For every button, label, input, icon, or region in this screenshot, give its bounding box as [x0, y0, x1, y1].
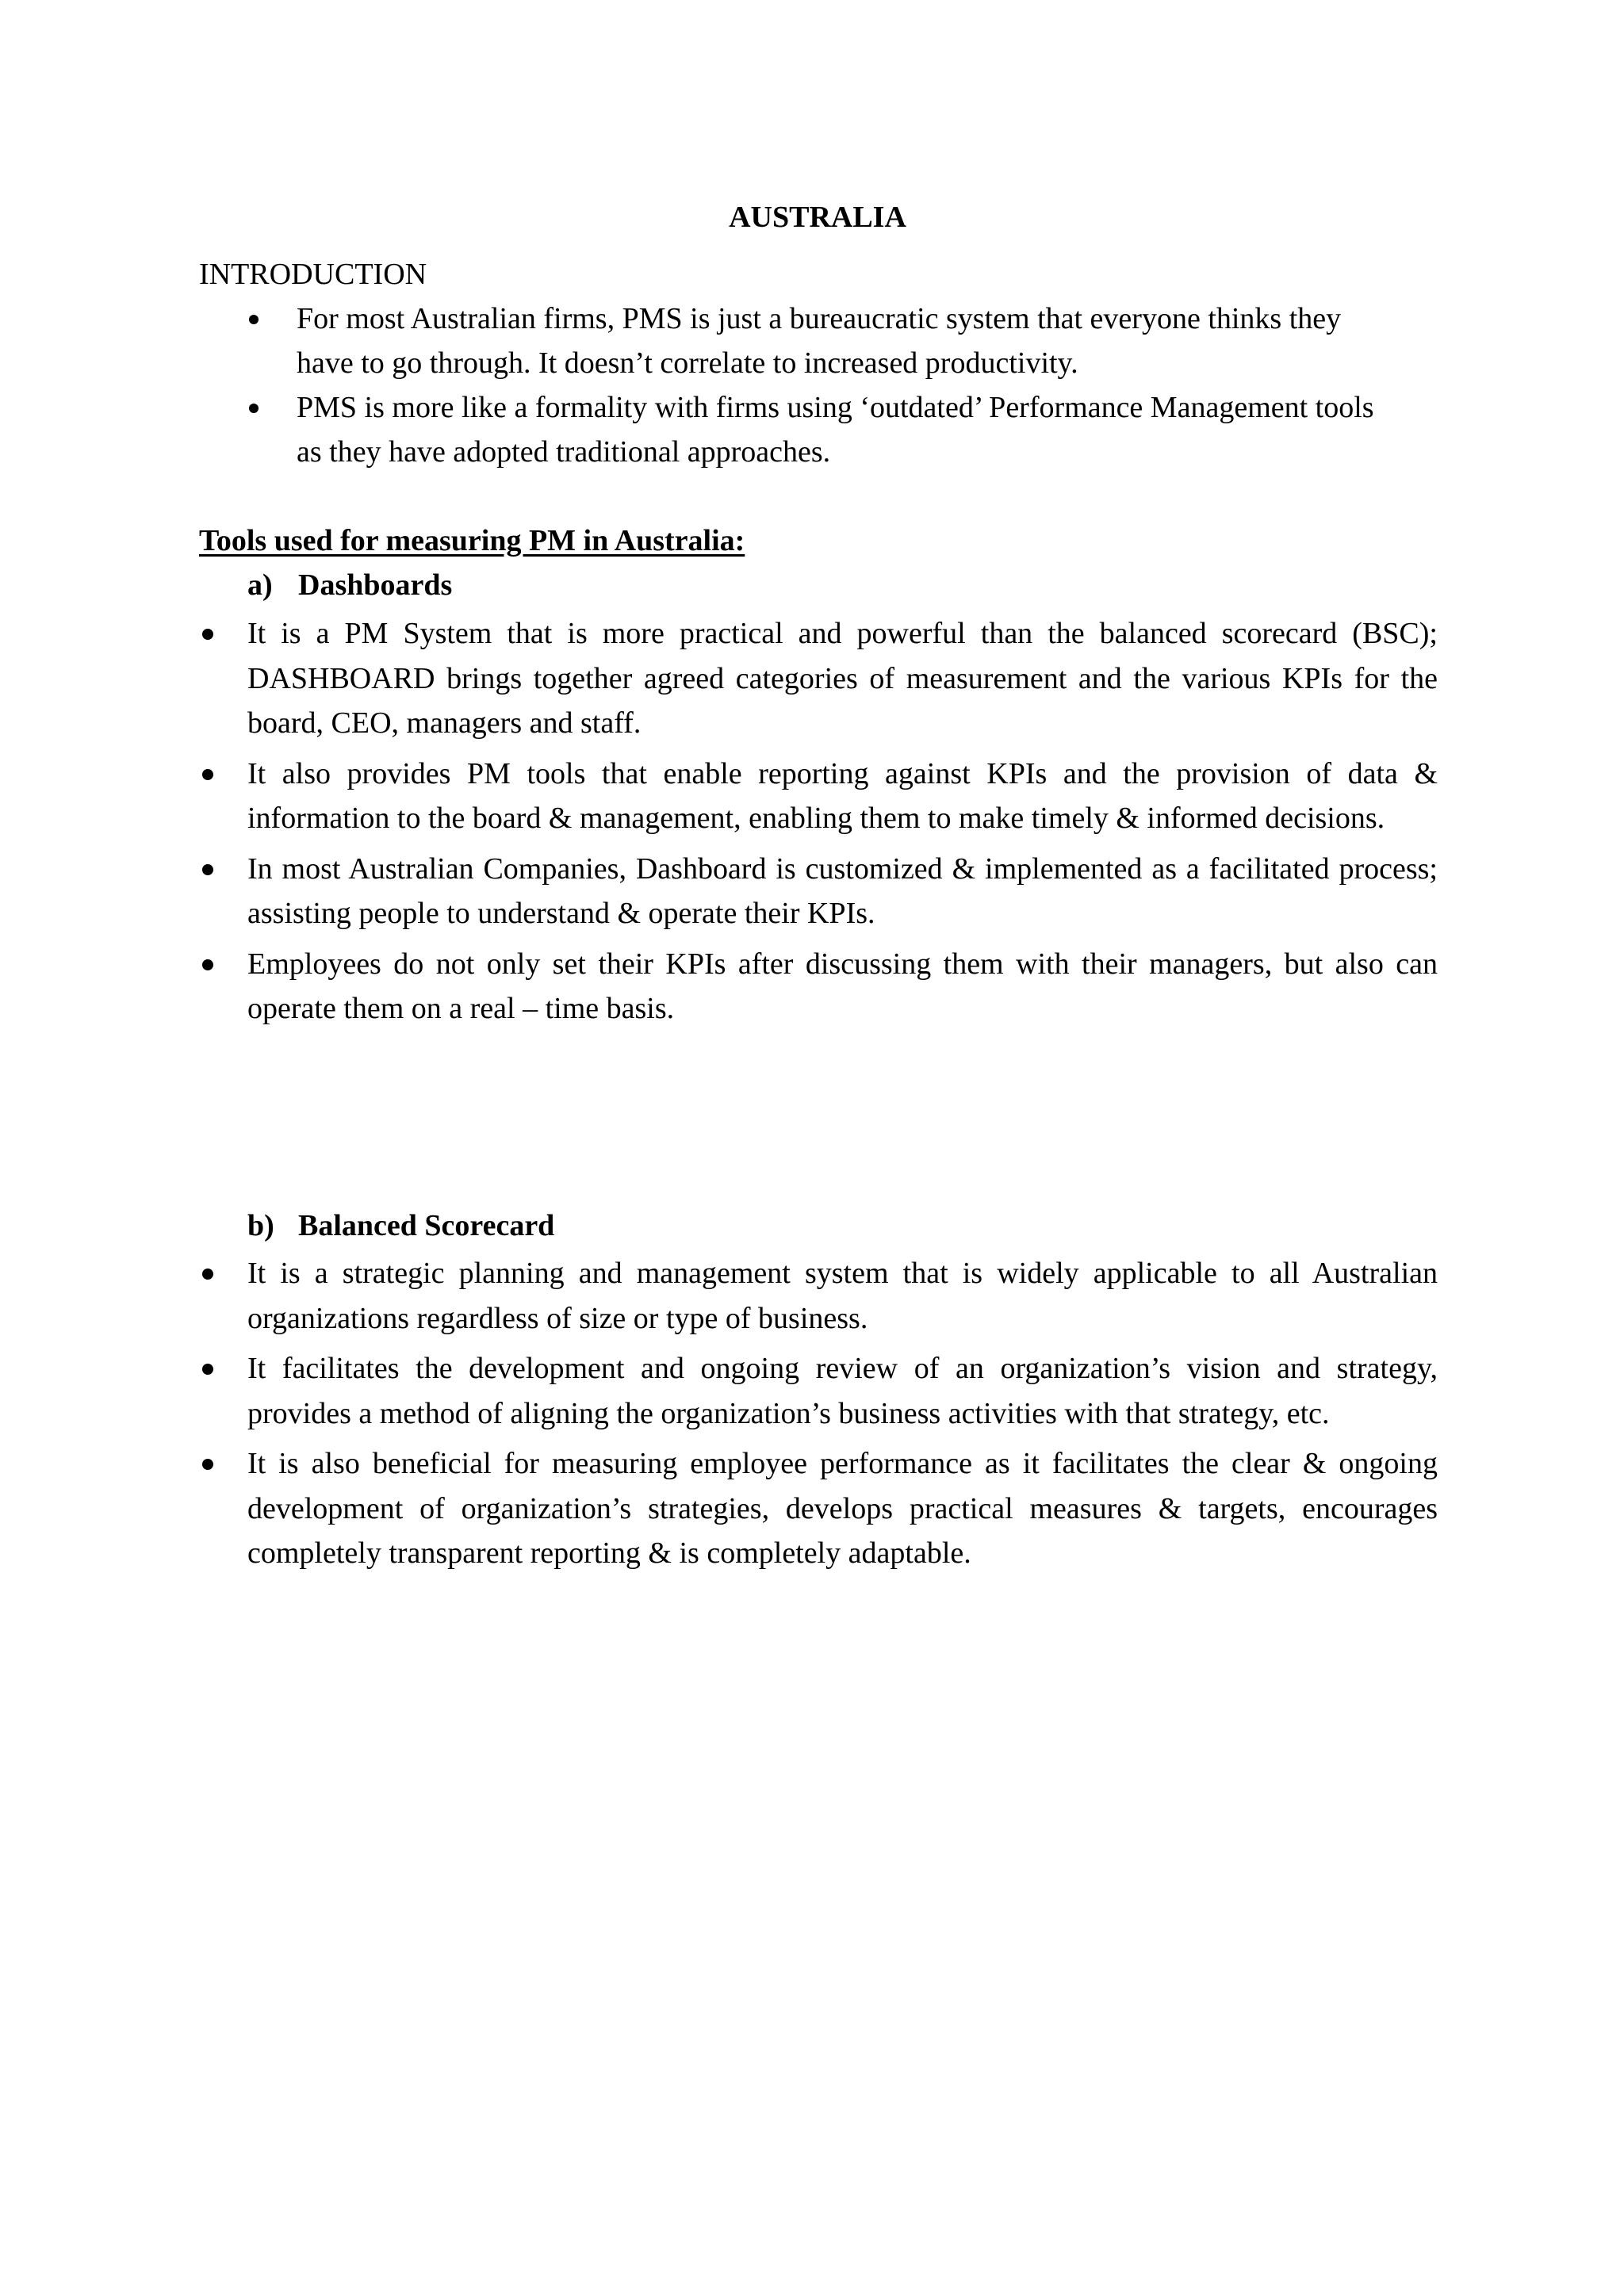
introduction-list — [246, 297, 1405, 474]
section-title: Dashboards — [298, 568, 453, 602]
list-item-text: It is a PM System that is more practical and powerful than the balanced scorecard (BSC); DASHBOARD brings together agreed categories of measurement and the various KPIs for the board, CEO, managers and staff. — [247, 617, 1438, 740]
tools-heading: Tools used for measuring PM in Australia: — [199, 524, 745, 557]
bullet-icon — [202, 629, 213, 640]
list-item — [199, 752, 1438, 841]
list-item — [199, 611, 1438, 746]
dashboards-heading — [247, 563, 452, 607]
list-item — [199, 1251, 1438, 1341]
section-title: Balanced Scorecard — [298, 1209, 555, 1242]
balanced-scorecard-heading — [247, 1203, 554, 1248]
list-item — [199, 1441, 1438, 1576]
page-title: AUSTRALIA — [729, 201, 906, 234]
bullet-icon — [249, 404, 259, 413]
dashboards-list — [199, 611, 1438, 1037]
list-item-text: It is also beneficial for measuring employee performance as it facilitates the clear & ongoing development of organization’s strategies, develops practical measures & targets, encourages completely transparent reporting & is completely adaptable. — [247, 1447, 1438, 1570]
bullet-icon — [202, 1459, 213, 1470]
section-letter: a) — [247, 568, 273, 602]
list-item — [199, 942, 1438, 1031]
list-item-text: It is a strategic planning and management system that is widely applicable to all Australian organizations regardless of size or type of business. — [247, 1257, 1438, 1335]
balanced-scorecard-list — [199, 1251, 1438, 1582]
list-item-text: Employees do not only set their KPIs after discussing them with their managers, but also can operate them on a real – time basis. — [247, 947, 1438, 1025]
bullet-icon — [202, 864, 213, 875]
bullet-icon — [202, 1269, 213, 1280]
list-item — [246, 297, 1405, 385]
list-item — [246, 385, 1405, 474]
list-item-text: It also provides PM tools that enable reporting against KPIs and the provision of data & information to the board & management, enabling them to make timely & informed decisions. — [247, 756, 1438, 835]
list-item-text: PMS is more like a formality with firms using ‘outdated’ Performance Management tools as they have adopted traditional approaches. — [297, 391, 1374, 469]
section-letter: b) — [247, 1209, 274, 1242]
bullet-icon — [202, 1364, 213, 1375]
bullet-icon — [202, 959, 213, 970]
bullet-icon — [202, 769, 213, 780]
bullet-icon — [249, 315, 259, 324]
introduction-heading: INTRODUCTION — [199, 258, 427, 291]
list-item — [199, 847, 1438, 936]
list-item-text: It facilitates the development and ongoing review of an organization’s vision and strategy, provides a method of aligning the organization’s business activities with that strategy, etc. — [247, 1352, 1438, 1430]
list-item-text: For most Australian firms, PMS is just a bureaucratic system that everyone thinks they have to go through. It doesn’t correlate to increased productivity. — [297, 302, 1342, 380]
list-item-text: In most Australian Companies, Dashboard is customized & implemented as a facilitated process; assisting people to understand & operate their KPIs. — [247, 851, 1438, 930]
list-item — [199, 1346, 1438, 1436]
